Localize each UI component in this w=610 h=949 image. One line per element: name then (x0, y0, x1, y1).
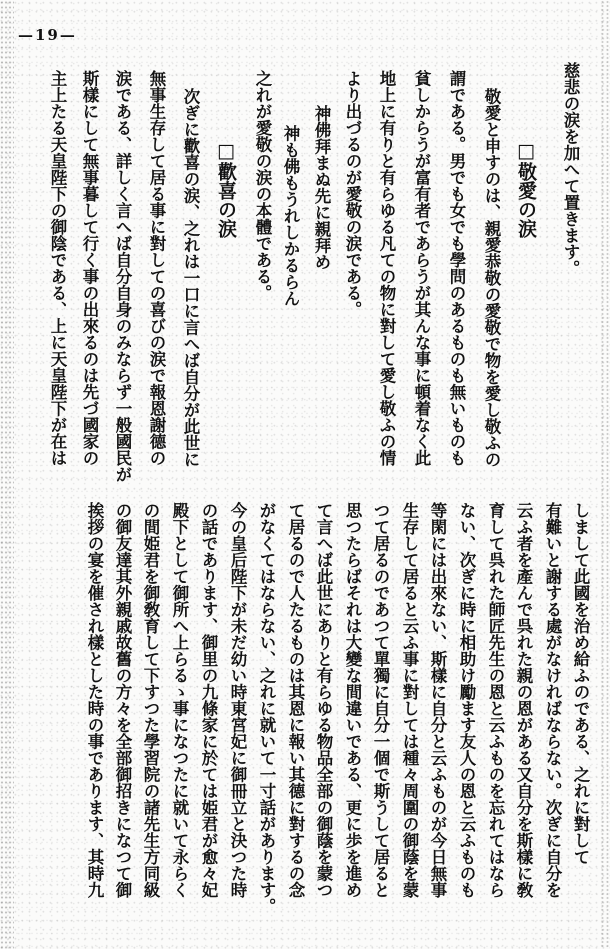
text-column: 生存して居ると云ふ事に對しては種々周圍の御蔭を蒙 (400, 502, 419, 898)
text-column: 涙である、詳しく言へば自分自身のみならず一般國民が (113, 70, 132, 483)
text-column: 敬愛と申すのは、親愛恭敬の愛敬で物を愛し敬ふの (482, 88, 501, 468)
text-column: 無事生存して居る事に對しての喜びの涙で報恩謝德の (147, 70, 166, 466)
text-column: ない、次ぎに時に相助け勵ます友人の恩と云ふものも (457, 502, 476, 898)
text-column: より出づるのが愛敬の涙である。 (343, 70, 362, 318)
text-column: 殿下として御所へ上らるゝ事になつたに就いて永らく (170, 502, 189, 898)
text-column: しまして此國を治め給ふのである、之れに對して (571, 502, 590, 865)
text-column: 有難いと謝する處がなければならない。次ぎに自分を (543, 502, 562, 898)
text-column: がなくてはならない、之れに就いて一寸話があります。 (257, 502, 276, 915)
text-column: 斯樣にして無事暮して行く事の出來るのは先づ國家の (80, 70, 99, 466)
verse-line: 神も佛もうれしかるらん (281, 125, 300, 307)
text-column: 主上たる天皇陛下の御陰である、上に天皇陛下が在は (48, 70, 67, 466)
text-column: 之れが愛敬の涙の本體である。 (253, 70, 272, 301)
text-column: て言へば此世にありと有らゆる物品全部の御蔭を蒙つ (314, 502, 333, 898)
verse-line: 神佛拜まぬ先に親拜め (312, 105, 331, 270)
text-column: 云ふ者を產んで呉れた親の恩がある又自分を斯樣に敎 (514, 502, 533, 898)
text-column: の間姫君を御敎育して下すつた學習院の諸先生方同級 (141, 502, 160, 898)
text-column: 挨拶の宴を催され樣とした時の事であります、其時九 (85, 502, 104, 898)
text-column: 思つたらばそれは大變な間違いである、更に歩を進め (343, 502, 362, 898)
text-column: 貧しからうが富有者であらうが其んな事に頓着なく此 (412, 70, 431, 466)
section-heading-kanki: □歡喜の涙 (215, 140, 237, 238)
text-column: 慈悲の涙を加へて置きます。 (561, 62, 580, 277)
page-number: —19— (18, 26, 77, 44)
text-column: 育して呉れた師匠先生の恩と云ふものを忘れてはなら (486, 502, 505, 898)
text-column: つて居るのであつて單獨に自分一個で斯うして居ると (371, 502, 390, 898)
text-column: 謂である。男でも女でも學問のあるものも無いものも (447, 70, 466, 466)
text-column: て居るので人たるものは其恩に報い其德に對するの念 (286, 502, 305, 898)
text-column: 次ぎに歡喜の涙、之れは一口に言へば自分が此世に (181, 88, 200, 468)
text-column: の御友達其外親戚故舊の方々を全部御招きになつて御 (113, 502, 132, 898)
text-column: 今の皇后陛下が未だ幼い時東宮妃に御冊立と決つた時 (228, 502, 247, 898)
text-column: 地上に有りと有らゆる凡ての物に對して愛し敬ふの情 (377, 70, 396, 466)
section-heading-keiai: □敬愛の涙 (515, 140, 537, 238)
scan-edge-left (0, 0, 14, 949)
text-column: 等閑には出來ない、斯樣に自分と云ふものが今日無事 (428, 502, 447, 898)
scan-edge-right (600, 0, 610, 949)
text-column: の話であります、御里の九條家に於ては姫君が愈々妃 (199, 502, 218, 898)
